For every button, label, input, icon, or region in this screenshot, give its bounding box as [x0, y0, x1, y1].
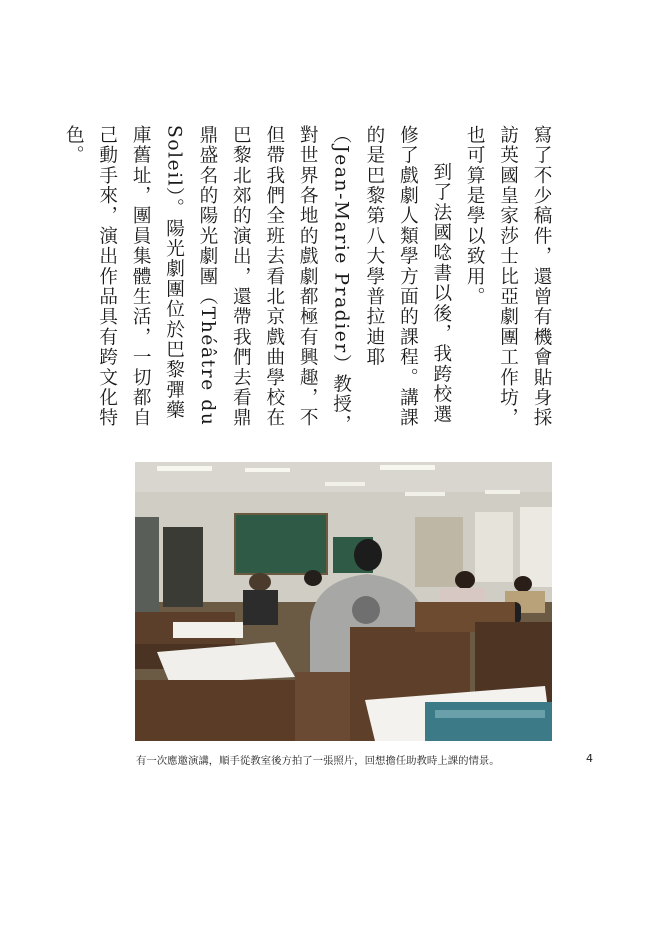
page-number: 4 — [586, 752, 593, 765]
body-text — [63, 125, 558, 435]
paragraph-1: 寫了不少稿件，還曾有機會貼身採訪英國皇家莎士比亞劇團工作坊，也可算是學以致用。 — [464, 125, 552, 428]
figure-caption: 有一次應邀演講，順手從教室後方拍了一張照片，回想擔任助教時上課的情景。 — [136, 755, 500, 767]
classroom-photo — [135, 462, 552, 741]
paragraph-2: 到了法國唸書以後，我跨校選修了戲劇人類學方面的課程。講課的是巴黎第八大學普拉迪耶（Jean-Marie Pradier）教授，對世界各地的戲劇都極有興趣，不但帶我們全班去看北京戲曲學校在巴黎北郊的演出，還帶我們去看鼎鼎盛名的陽光劇團（Théâtre du Soleil）。陽光劇團位於巴黎彈藥庫舊址，團員集體生活，一切都自己動手來，演出作品具有跨文化特色。 — [63, 125, 452, 435]
